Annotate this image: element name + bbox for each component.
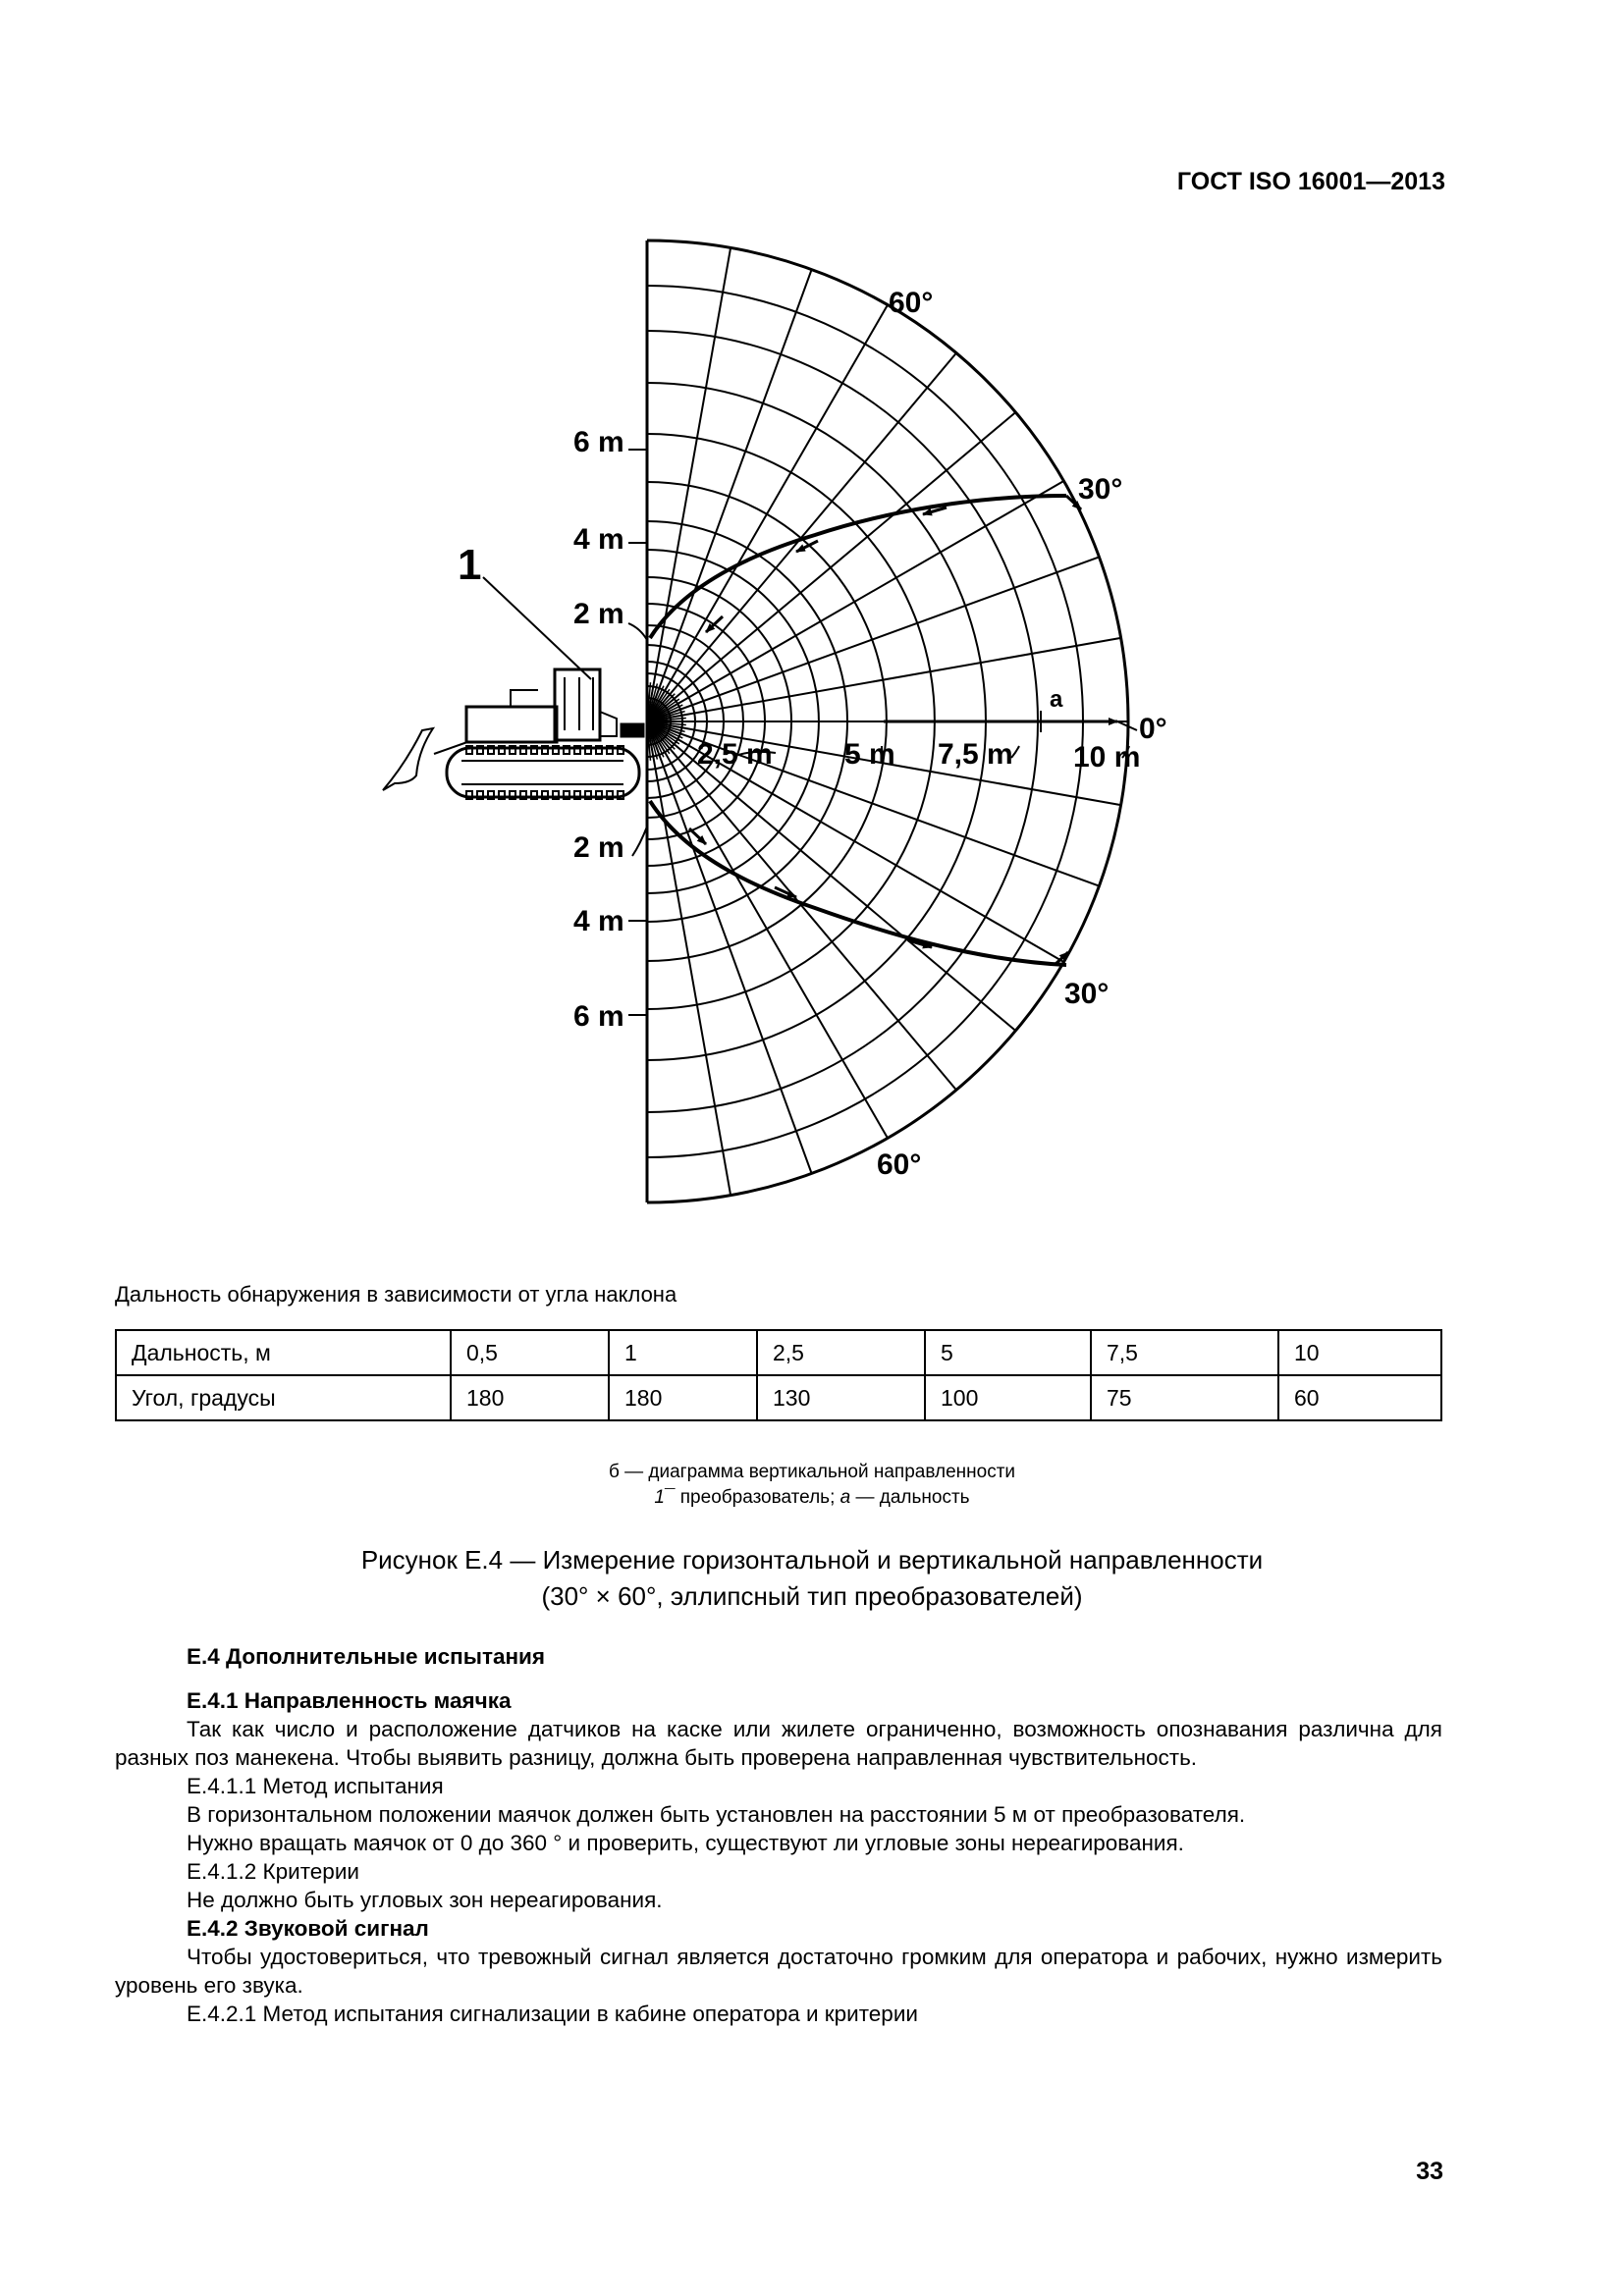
legend-item-a-letter: a xyxy=(839,1487,851,1508)
angle-label-60-top: 60° xyxy=(889,287,934,319)
para-e411-2: Нужно вращать маячок от 0 до 360 ° и проверить, существуют ли угловые зоны нереагирования. xyxy=(187,1831,1184,1855)
range-label-7-5: 7,5 m xyxy=(938,738,1013,771)
range-label-5: 5 m xyxy=(844,738,895,771)
range-arrow-label: a xyxy=(1050,686,1063,713)
range-angle-table xyxy=(115,1329,1442,1421)
bulldozer-track xyxy=(447,748,639,797)
table-cell: 180 xyxy=(609,1375,757,1420)
legend-item-1-num: 1 xyxy=(654,1487,665,1508)
angle-label-0: 0° xyxy=(1139,713,1167,745)
table-cell: 75 xyxy=(1091,1375,1278,1420)
side-label-up-2: 2 m xyxy=(573,598,624,630)
table-cell: 130 xyxy=(757,1375,925,1420)
table-caption: Дальность обнаружения в зависимости от угла наклона xyxy=(115,1282,677,1307)
para-e411-1: В горизонтальном положении маячок должен быть установлен на расстоянии 5 м от преобразователя. xyxy=(187,1802,1246,1827)
figure-labels xyxy=(458,287,1167,1181)
upper-coverage-curve xyxy=(650,496,1066,638)
heading-e412: Е.4.1.2 Критерии xyxy=(187,1859,359,1884)
bulldozer xyxy=(383,669,643,799)
range-label-10: 10 m xyxy=(1073,741,1141,774)
side-label-down-2: 2 m xyxy=(573,831,624,864)
heading-e421: Е.4.2.1 Метод испытания сигнализации в кабине оператора и критерии xyxy=(187,2002,918,2026)
table-cell: Угол, градусы xyxy=(116,1375,451,1420)
table-cell: 0,5 xyxy=(451,1330,609,1375)
table-cell: 100 xyxy=(925,1375,1091,1420)
heading-e41: Е.4.1 Направленность маячка xyxy=(187,1688,512,1713)
table-row-range xyxy=(116,1330,1441,1375)
standard-header: ГОСТ ISO 16001—2013 xyxy=(1176,168,1445,195)
para-e412: Не должно быть угловых зон нереагирования. xyxy=(187,1888,663,1912)
figure-title-line-1: Рисунок Е.4 — Измерение горизонтальной и вертикальной направленности xyxy=(360,1545,1264,1575)
legend-item-a-text: — дальность xyxy=(850,1487,970,1508)
angle-label-30-top: 30° xyxy=(1078,473,1123,506)
heading-e411: Е.4.1.1 Метод испытания xyxy=(187,1774,444,1798)
coverage-curves xyxy=(650,496,1066,965)
table-cell: 5 xyxy=(925,1330,1091,1375)
side-label-down-4: 4 m xyxy=(573,905,624,937)
table-cell: 180 xyxy=(451,1375,609,1420)
heading-e42: Е.4.2 Звуковой сигнал xyxy=(187,1916,429,1941)
bulldozer-hood xyxy=(466,707,557,742)
direction-arrows xyxy=(689,496,1117,965)
table-row-angle xyxy=(116,1375,1441,1420)
page-number: 33 xyxy=(1416,2158,1443,2185)
table-cell: 60 xyxy=(1278,1375,1441,1420)
section-e41 xyxy=(115,1686,1442,2028)
table-cell: 1 xyxy=(609,1330,757,1375)
legend-line-2 xyxy=(0,1487,1624,1509)
range-label-2-5: 2,5 m xyxy=(697,738,773,771)
side-label-up-6: 6 m xyxy=(573,426,624,458)
table-cell: 10 xyxy=(1278,1330,1441,1375)
table-cell: Дальность, м xyxy=(116,1330,451,1375)
side-label-down-6: 6 m xyxy=(573,1000,624,1033)
table-cell: 7,5 xyxy=(1091,1330,1278,1375)
para-e41: Так как число и расположение датчиков на каске или жилете ограниченно, возможность опознавания различна для разных поз манекена. Чтобы выявить разницу, должна быть проверена направленная чувствительность. xyxy=(115,1717,1442,1770)
heading-e4: Е.4 Дополнительные испытания xyxy=(187,1644,546,1669)
figure-title-line-2: (30° × 60°, эллипсный тип преобразователей) xyxy=(541,1581,1083,1611)
callout-1: 1 xyxy=(458,541,482,589)
legend-line-1: б — диаграмма вертикальной направленности xyxy=(608,1462,1016,1482)
bulldozer-blade xyxy=(383,728,433,790)
section-e4 xyxy=(115,1642,1442,1671)
legend-item-1-text: ¯ преобразователь; xyxy=(665,1487,836,1508)
sensor-transducer xyxy=(622,724,643,736)
table-cell: 2,5 xyxy=(757,1330,925,1375)
side-label-up-4: 4 m xyxy=(573,523,624,556)
angle-label-60-bottom: 60° xyxy=(877,1148,922,1181)
para-e42: Чтобы удостовериться, что тревожный сигнал является достаточно громким для оператора и рабочих, нужно измерить уровень его звука. xyxy=(115,1945,1442,1998)
angle-label-30-bottom: 30° xyxy=(1064,978,1110,1010)
